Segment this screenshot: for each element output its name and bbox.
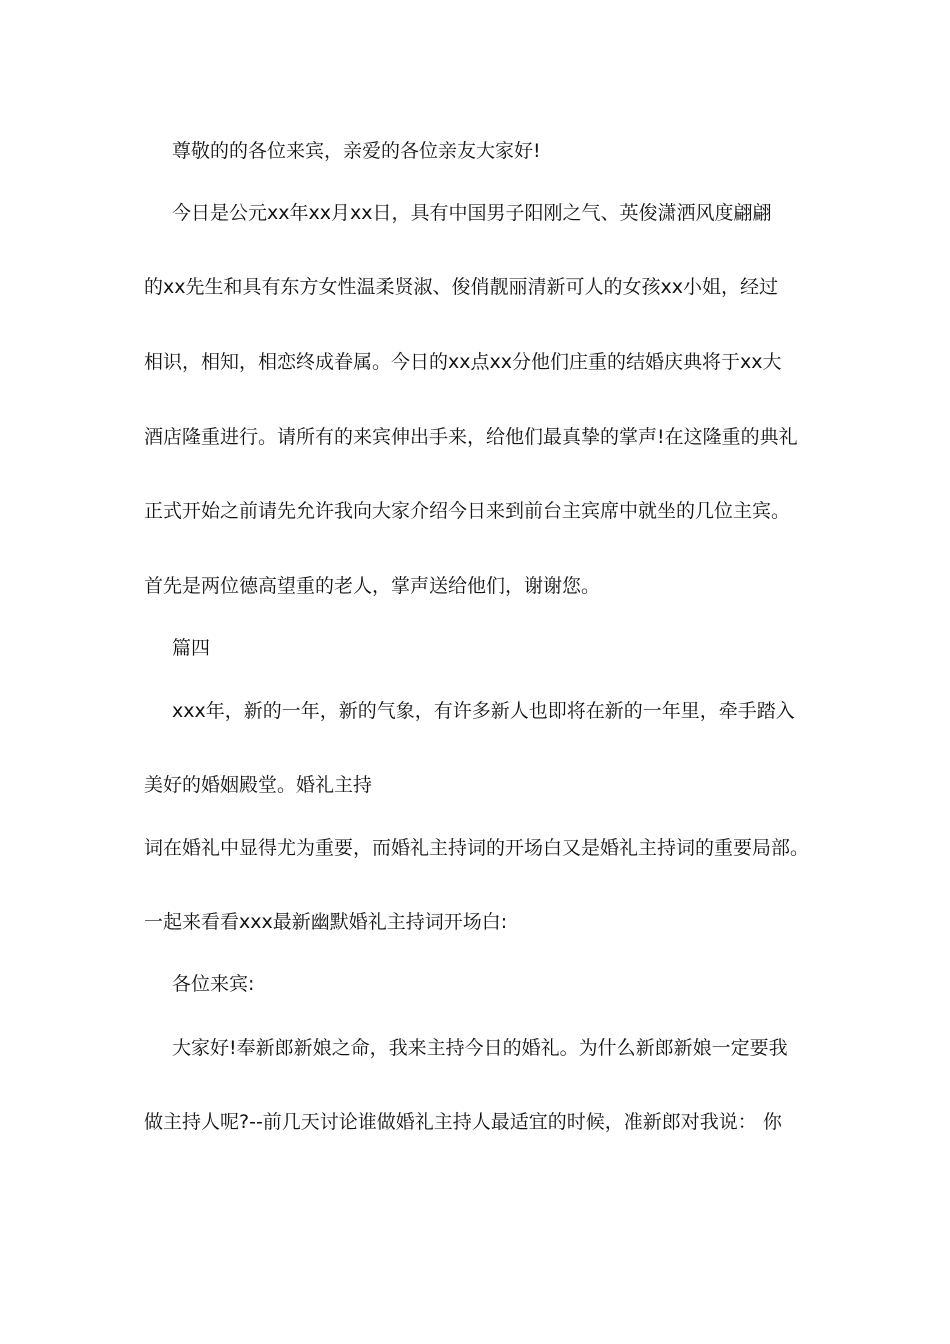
paragraph-line: 正式开始之前请先允许我向大家介绍今日来到前台主宾席中就坐的几位主宾。 <box>144 500 791 522</box>
paragraph-line: 美好的婚姻殿堂。婚礼主持 <box>144 774 373 796</box>
paragraph-line: 大家好!奉新郎新娘之命，我来主持今日的婚礼。为什么新郎新娘一定要我 <box>172 1037 788 1059</box>
paragraph-line: 的xx先生和具有东方女性温柔贤淑、俊俏靓丽清新可人的女孩xx小姐，经过 <box>144 276 778 298</box>
paragraph-line: 今日是公元xx年xx月xx日，具有中国男子阳刚之气、英俊潇洒风度翩翩 <box>172 202 772 224</box>
paragraph-line: 首先是两位德高望重的老人，掌声送给他们，谢谢您。 <box>144 575 601 597</box>
paragraph-line: 酒店隆重进行。请所有的来宾伸出手来，给他们最真挚的掌声!在这隆重的典礼 <box>144 426 798 448</box>
paragraph-line: 相识，相知，相恋终成眷属。今日的xx点xx分他们庄重的结婚庆典将于xx大 <box>144 351 782 373</box>
section-heading: 篇四 <box>172 637 211 659</box>
address-line: 各位来宾: <box>172 973 255 995</box>
paragraph-line: 做主持人呢?--前几天讨论谁做婚礼主持人最适宜的时候，准新郎对我说： 你 <box>144 1111 782 1133</box>
paragraph-line: xxx年，新的一年，新的气象，有许多新人也即将在新的一年里，牵手踏入 <box>172 700 795 722</box>
greeting-line: 尊敬的的各位来宾，亲爱的各位亲友大家好! <box>172 140 541 162</box>
paragraph-line: 词在婚礼中显得尤为重要，而婚礼主持词的开场白又是婚礼主持词的重要局部。 <box>144 837 810 859</box>
paragraph-line: 一起来看看xxx最新幽默婚礼主持词开场白: <box>144 911 508 933</box>
